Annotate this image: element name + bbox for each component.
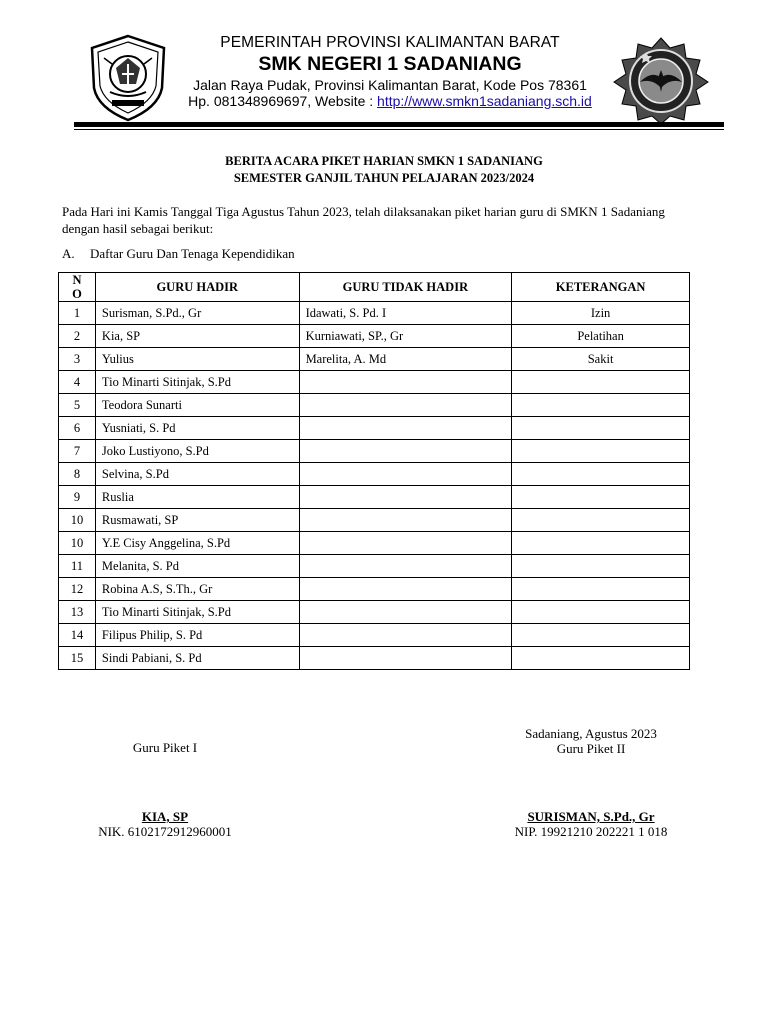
cell-guru-hadir: Kia, SP — [95, 325, 299, 348]
document-title: BERITA ACARA PIKET HARIAN SMKN 1 SADANIANG — [225, 154, 543, 168]
table-row — [59, 371, 690, 394]
table-row — [59, 601, 690, 624]
cell-keterangan — [512, 647, 690, 670]
header-keterangan: KETERANGAN — [512, 273, 690, 302]
cell-guru-tidak-hadir: Idawati, S. Pd. I — [299, 302, 512, 325]
letterhead-school-name: SMK NEGERI 1 SADANIANG — [258, 53, 522, 75]
cell-keterangan — [512, 601, 690, 624]
cell-guru-hadir: Robina A.S, S.Th., Gr — [95, 578, 299, 601]
cell-guru-hadir: Surisman, S.Pd., Gr — [95, 302, 299, 325]
cell-no: 6 — [59, 417, 96, 440]
cell-guru-tidak-hadir — [299, 624, 512, 647]
document-subtitle: SEMESTER GANJIL TAHUN PELAJARAN 2023/2024 — [233, 171, 535, 185]
signature-right-role: Guru Piket II — [556, 741, 626, 756]
cell-keterangan — [512, 532, 690, 555]
table-row — [59, 555, 690, 578]
cell-guru-hadir: Teodora Sunarti — [95, 394, 299, 417]
header-no — [59, 273, 96, 302]
cell-no: 3 — [59, 348, 96, 371]
website-link[interactable]: http://www.smkn1sadaniang.sch.id — [377, 93, 592, 109]
cell-guru-hadir: Filipus Philip, S. Pd — [95, 624, 299, 647]
section-heading — [62, 246, 295, 262]
cell-keterangan — [512, 578, 690, 601]
cell-no: 13 — [59, 601, 96, 624]
section-label: Daftar Guru Dan Tenaga Kependidikan — [90, 246, 295, 261]
cell-keterangan — [512, 394, 690, 417]
cell-no: 10 — [59, 532, 96, 555]
header-no-line1: N — [72, 273, 82, 287]
cell-keterangan — [512, 555, 690, 578]
cell-guru-hadir: Melanita, S. Pd — [95, 555, 299, 578]
table-row — [59, 578, 690, 601]
cell-no: 8 — [59, 463, 96, 486]
signature-left-role: Guru Piket I — [132, 740, 198, 755]
table-row — [59, 325, 690, 348]
table-row — [59, 417, 690, 440]
cell-guru-hadir: Selvina, S.Pd — [95, 463, 299, 486]
table-row — [59, 394, 690, 417]
cell-guru-tidak-hadir — [299, 371, 512, 394]
cell-no: 11 — [59, 555, 96, 578]
header-guru-hadir: GURU HADIR — [95, 273, 299, 302]
school-emblem-icon — [608, 36, 714, 124]
cell-guru-tidak-hadir — [299, 578, 512, 601]
cell-guru-tidak-hadir — [299, 486, 512, 509]
cell-guru-tidak-hadir — [299, 555, 512, 578]
cell-no: 5 — [59, 394, 96, 417]
cell-guru-tidak-hadir: Kurniawati, SP., Gr — [299, 325, 512, 348]
cell-guru-hadir: Yulius — [95, 348, 299, 371]
cell-guru-tidak-hadir — [299, 440, 512, 463]
attendance-table — [58, 272, 690, 670]
header-no-line2: O — [72, 287, 82, 301]
letterhead-address: Jalan Raya Pudak, Provinsi Kalimantan Barat, Kode Pos 78361 — [193, 77, 587, 93]
signature-right-id: NIP. 19921210 202221 1 018 — [514, 824, 668, 839]
letterhead-divider-thick — [74, 122, 724, 127]
header-guru-tidak-hadir: GURU TIDAK HADIR — [299, 273, 512, 302]
table-body — [59, 302, 690, 670]
cell-keterangan — [512, 624, 690, 647]
cell-keterangan — [512, 509, 690, 532]
letterhead-contact — [170, 93, 610, 109]
signature-left-id: NIK. 6102172912960001 — [98, 824, 232, 839]
cell-no: 10 — [59, 509, 96, 532]
cell-keterangan — [512, 417, 690, 440]
cell-keterangan — [512, 486, 690, 509]
cell-keterangan: Pelatihan — [512, 325, 690, 348]
cell-keterangan: Izin — [512, 302, 690, 325]
intro-paragraph: Pada Hari ini Kamis Tanggal Tiga Agustus Tahun 2023, telah dilaksanakan piket harian guru di SMKN 1 Sadaniang dengan hasil sebagai berikut: — [62, 204, 665, 236]
cell-guru-tidak-hadir: Marelita, A. Md — [299, 348, 512, 371]
table-row — [59, 624, 690, 647]
cell-no: 2 — [59, 325, 96, 348]
cell-no: 9 — [59, 486, 96, 509]
cell-keterangan: Sakit — [512, 348, 690, 371]
table-header-row — [59, 273, 690, 302]
section-letter: A. — [62, 246, 75, 261]
cell-guru-tidak-hadir — [299, 647, 512, 670]
signature-left-name-text: KIA, SP — [141, 809, 189, 824]
cell-guru-hadir: Rusmawati, SP — [95, 509, 299, 532]
signature-right-name — [480, 809, 702, 825]
cell-no: 12 — [59, 578, 96, 601]
cell-guru-hadir: Ruslia — [95, 486, 299, 509]
provincial-crest-icon — [86, 34, 170, 122]
cell-no: 7 — [59, 440, 96, 463]
provincial-crest-logo — [86, 34, 170, 122]
letterhead-government: PEMERINTAH PROVINSI KALIMANTAN BARAT — [220, 34, 560, 51]
cell-guru-hadir: Sindi Pabiani, S. Pd — [95, 647, 299, 670]
cell-guru-hadir: Y.E Cisy Anggelina, S.Pd — [95, 532, 299, 555]
cell-guru-hadir: Joko Lustiyono, S.Pd — [95, 440, 299, 463]
cell-guru-tidak-hadir — [299, 417, 512, 440]
table-row — [59, 348, 690, 371]
cell-keterangan — [512, 463, 690, 486]
table-row — [59, 440, 690, 463]
table-row — [59, 509, 690, 532]
cell-keterangan — [512, 440, 690, 463]
table-row — [59, 463, 690, 486]
signature-left-name — [60, 809, 270, 825]
table-row — [59, 647, 690, 670]
school-emblem-logo — [608, 36, 714, 124]
signature-place-date: Sadaniang, Agustus 2023 — [525, 726, 657, 741]
cell-keterangan — [512, 371, 690, 394]
cell-guru-tidak-hadir — [299, 509, 512, 532]
table-row — [59, 486, 690, 509]
cell-guru-tidak-hadir — [299, 532, 512, 555]
cell-guru-hadir: Tio Minarti Sitinjak, S.Pd — [95, 371, 299, 394]
letterhead-divider-thin — [74, 129, 724, 130]
cell-no: 14 — [59, 624, 96, 647]
cell-no: 15 — [59, 647, 96, 670]
cell-no: 4 — [59, 371, 96, 394]
table-row — [59, 532, 690, 555]
cell-guru-tidak-hadir — [299, 463, 512, 486]
table-row — [59, 302, 690, 325]
signature-right-name-text: SURISMAN, S.Pd., Gr — [527, 809, 655, 824]
cell-guru-tidak-hadir — [299, 601, 512, 624]
cell-guru-hadir: Tio Minarti Sitinjak, S.Pd — [95, 601, 299, 624]
cell-guru-tidak-hadir — [299, 394, 512, 417]
cell-no: 1 — [59, 302, 96, 325]
cell-guru-hadir: Yusniati, S. Pd — [95, 417, 299, 440]
letterhead-phone: Hp. 081348969697, Website : — [188, 93, 378, 109]
